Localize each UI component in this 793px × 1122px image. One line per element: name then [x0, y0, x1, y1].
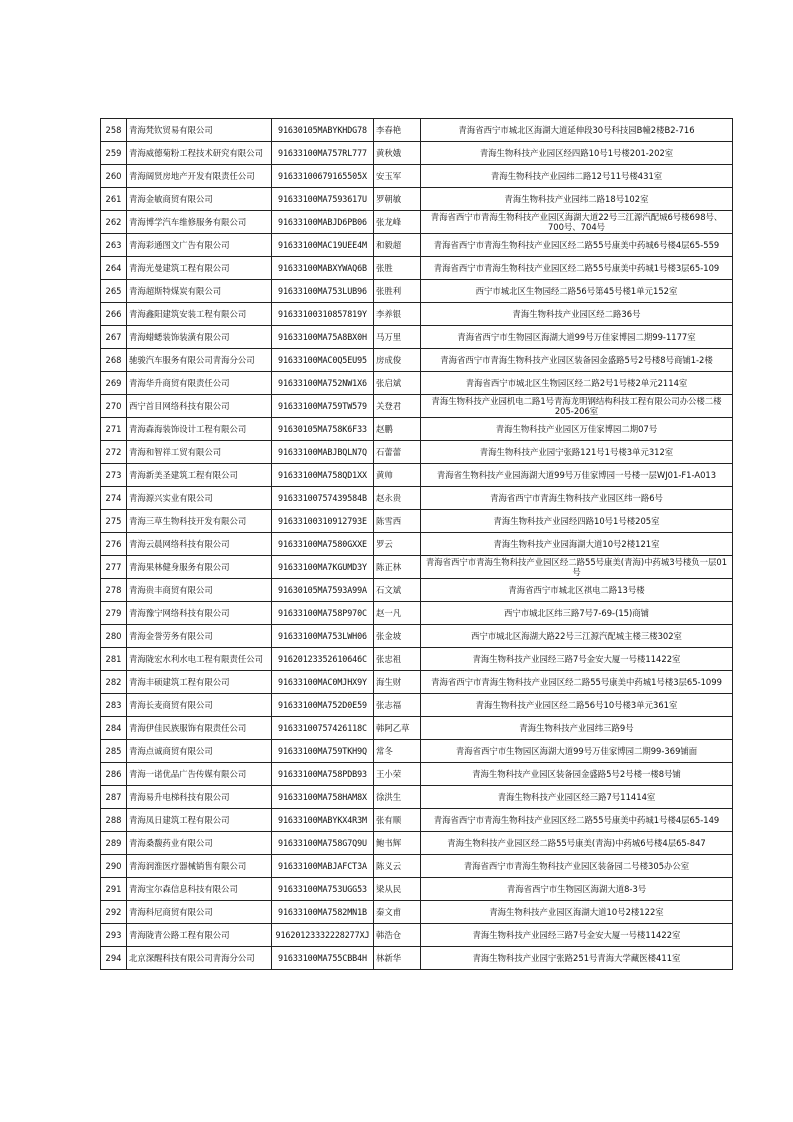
registered-address: 青海省西宁市青海生物科技产业园区纬一路6号	[421, 487, 733, 510]
table-row	[101, 211, 733, 234]
table-row	[101, 533, 733, 556]
row-number: 278	[101, 579, 127, 602]
credit-code: 91633100MA759TW579	[272, 395, 374, 418]
table-row	[101, 924, 733, 947]
credit-code: 91633100MA755CBB4H	[272, 947, 374, 970]
registered-address: 青海生物科技产业园区经二路36号	[421, 303, 733, 326]
credit-code: 91633100MA753LWH06	[272, 625, 374, 648]
legal-representative: 鲍书辉	[374, 832, 421, 855]
legal-representative: 赵一凡	[374, 602, 421, 625]
registered-address: 青海生物科技产业园纬二路12号11号楼431室	[421, 165, 733, 188]
company-name: 青海点诚商贸有限公司	[127, 740, 272, 763]
legal-representative: 陈雪西	[374, 510, 421, 533]
legal-representative: 黄帅	[374, 464, 421, 487]
registered-address: 青海生物科技产业园区海湖大道10号2楼122室	[421, 901, 733, 924]
table-row	[101, 602, 733, 625]
company-name: 青海森海装饰设计工程有限公司	[127, 418, 272, 441]
legal-representative: 和毅超	[374, 234, 421, 257]
credit-code: 91630105MABYKHDG78	[272, 119, 374, 142]
registered-address: 青海生物科技产业园经三路7号金安大厦一号楼11422室	[421, 924, 733, 947]
company-name: 青海长麦商贸有限公司	[127, 694, 272, 717]
row-number: 267	[101, 326, 127, 349]
table-row	[101, 625, 733, 648]
table-row	[101, 165, 733, 188]
company-name: 青海超斯特煤炭有限公司	[127, 280, 272, 303]
table-row	[101, 326, 733, 349]
registered-address: 青海省西宁市城北区生物园区经二路2号1号楼2单元2114室	[421, 372, 733, 395]
row-number: 260	[101, 165, 127, 188]
table-row	[101, 142, 733, 165]
registered-address: 青海生物科技产业园区经四路10号1号楼201-202室	[421, 142, 733, 165]
table-row	[101, 556, 733, 579]
table-row	[101, 809, 733, 832]
legal-representative: 马万里	[374, 326, 421, 349]
credit-code: 91633100MABYKX4R3M	[272, 809, 374, 832]
legal-representative: 张胜	[374, 257, 421, 280]
registered-address: 青海省西宁市城北区祺电二路13号楼	[421, 579, 733, 602]
company-name: 青海贵丰商贸有限公司	[127, 579, 272, 602]
row-number: 285	[101, 740, 127, 763]
row-number: 282	[101, 671, 127, 694]
credit-code: 91633100MA752D0E59	[272, 694, 374, 717]
legal-representative: 张志福	[374, 694, 421, 717]
table-row	[101, 119, 733, 142]
registered-address: 青海生物科技产业园区经二路55号康美(青海)中药城6号楼4层65-847	[421, 832, 733, 855]
registered-address: 青海生物科技产业园纬二路18号102室	[421, 188, 733, 211]
registered-address: 青海生物科技产业园宁张路121号1号楼3单元312室	[421, 441, 733, 464]
credit-code: 91633100MA758HAM8X	[272, 786, 374, 809]
row-number: 274	[101, 487, 127, 510]
row-number: 269	[101, 372, 127, 395]
company-name: 青海伊佳民族服饰有限责任公司	[127, 717, 272, 740]
table-row	[101, 372, 733, 395]
credit-code: 91633100757426118C	[272, 717, 374, 740]
legal-representative: 黄秋娥	[374, 142, 421, 165]
row-number: 259	[101, 142, 127, 165]
legal-representative: 安玉军	[374, 165, 421, 188]
credit-code: 91633100MA7580GXXE	[272, 533, 374, 556]
credit-code: 91633100MA758G7Q9U	[272, 832, 374, 855]
credit-code: 91633100679165505X	[272, 165, 374, 188]
credit-code: 91633100MA75A8BX0H	[272, 326, 374, 349]
credit-code: 91630105MA758K6F33	[272, 418, 374, 441]
company-name: 青海云晨网络科技有限公司	[127, 533, 272, 556]
company-name: 青海桑馥药业有限公司	[127, 832, 272, 855]
legal-representative: 张龙峰	[374, 211, 421, 234]
company-name: 青海凤日建筑工程有限公司	[127, 809, 272, 832]
row-number: 293	[101, 924, 127, 947]
table-row	[101, 740, 733, 763]
credit-code: 91620123352610646C	[272, 648, 374, 671]
table-row	[101, 786, 733, 809]
legal-representative: 李养银	[374, 303, 421, 326]
company-name: 青海果林健身服务有限公司	[127, 556, 272, 579]
row-number: 279	[101, 602, 127, 625]
registered-address: 青海生物科技产业园经三路7号金安大厦一号楼11422室	[421, 648, 733, 671]
company-name: 青海丰硕建筑工程有限公司	[127, 671, 272, 694]
credit-code: 91633100MA758QD1XX	[272, 464, 374, 487]
company-name: 青海华升商贸有限责任公司	[127, 372, 272, 395]
registered-address: 青海省西宁市生物园区海湖大道99号万佳家博园二期99-369铺面	[421, 740, 733, 763]
credit-code: 91633100MAC0MJHX9Y	[272, 671, 374, 694]
registered-address: 青海省西宁市青海生物科技产业园区经二路55号康美中药城1号楼4层65-149	[421, 809, 733, 832]
row-number: 266	[101, 303, 127, 326]
company-name: 青海蜡蟋装饰装潢有限公司	[127, 326, 272, 349]
company-name: 青海彩通图文广告有限公司	[127, 234, 272, 257]
table-row	[101, 349, 733, 372]
company-name: 青海光曼建筑工程有限公司	[127, 257, 272, 280]
credit-code: 91633100MA758P970C	[272, 602, 374, 625]
credit-code: 91633100MA7KGUMD3Y	[272, 556, 374, 579]
row-number: 261	[101, 188, 127, 211]
legal-representative: 张有顺	[374, 809, 421, 832]
company-name: 青海金誉劳务有限公司	[127, 625, 272, 648]
registered-address: 青海生物科技产业园区万佳家博园二期07号	[421, 418, 733, 441]
table-row	[101, 648, 733, 671]
table-row	[101, 234, 733, 257]
table-row	[101, 464, 733, 487]
company-name: 青海梵钦贸易有限公司	[127, 119, 272, 142]
credit-code: 91633100757439584B	[272, 487, 374, 510]
company-name: 北京深醒科技有限公司青海分公司	[127, 947, 272, 970]
legal-representative: 张金坡	[374, 625, 421, 648]
row-number: 268	[101, 349, 127, 372]
legal-representative: 韩浩仓	[374, 924, 421, 947]
credit-code: 91633100MA753LUB96	[272, 280, 374, 303]
credit-code: 91633100MAC0Q5EU95	[272, 349, 374, 372]
legal-representative: 赵永贵	[374, 487, 421, 510]
row-number: 270	[101, 395, 127, 418]
credit-code: 91633100MABJD6PB06	[272, 211, 374, 234]
table-row	[101, 487, 733, 510]
row-number: 281	[101, 648, 127, 671]
legal-representative: 常冬	[374, 740, 421, 763]
registered-address: 青海省西宁市青海生物科技产业园区经二路55号康美中药城1号楼3层65-109	[421, 257, 733, 280]
legal-representative: 梁从民	[374, 878, 421, 901]
company-name: 青海源兴实业有限公司	[127, 487, 272, 510]
row-number: 286	[101, 763, 127, 786]
legal-representative: 房成俊	[374, 349, 421, 372]
registered-address: 青海省生物科技产业园海湖大道99号万佳家博园一号楼一层WJ01-F1-A013	[421, 464, 733, 487]
table-row	[101, 280, 733, 303]
registered-address: 青海生物科技产业园区装备园金盛路5号2号楼一楼8号铺	[421, 763, 733, 786]
registered-address: 青海省西宁市生物园区海湖大道99号万佳家博园二期99-1177室	[421, 326, 733, 349]
row-number: 292	[101, 901, 127, 924]
row-number: 294	[101, 947, 127, 970]
registered-address: 青海省西宁市城北区海湖大道延伸段30号科技园B幢2楼B2-716	[421, 119, 733, 142]
legal-representative: 罗云	[374, 533, 421, 556]
row-number: 287	[101, 786, 127, 809]
registered-address: 青海生物科技产业园机电二路1号青海龙明钢结构科技工程有限公司办公楼二楼205-206室	[421, 395, 733, 418]
credit-code: 91633100MA759TKH9Q	[272, 740, 374, 763]
legal-representative: 李春艳	[374, 119, 421, 142]
registered-address: 西宁市城北区生物园经二路56号第45号楼1单元152室	[421, 280, 733, 303]
registered-address: 青海省西宁市青海生物科技产业园区装备园二号楼305办公室	[421, 855, 733, 878]
company-name: 青海鑫阳建筑安装工程有限公司	[127, 303, 272, 326]
company-registry-table	[100, 118, 733, 970]
credit-code: 91633100MA7593617U	[272, 188, 374, 211]
company-name: 驰骏汽车服务有限公司青海分公司	[127, 349, 272, 372]
legal-representative: 秦文甫	[374, 901, 421, 924]
row-number: 263	[101, 234, 127, 257]
row-number: 277	[101, 556, 127, 579]
registered-address: 青海生物科技产业园纬三路9号	[421, 717, 733, 740]
row-number: 290	[101, 855, 127, 878]
table-row	[101, 832, 733, 855]
credit-code: 91633100MABJBQLN7Q	[272, 441, 374, 464]
table-row	[101, 257, 733, 280]
table-row	[101, 878, 733, 901]
legal-representative: 徐洪生	[374, 786, 421, 809]
table-row	[101, 717, 733, 740]
registered-address: 青海省西宁市青海生物科技产业园区海湖大道22号三江源汽配城6号楼698号、700号、704号	[421, 211, 733, 234]
table-row	[101, 441, 733, 464]
row-number: 265	[101, 280, 127, 303]
legal-representative: 韩阿乙草	[374, 717, 421, 740]
table-row	[101, 947, 733, 970]
legal-representative: 海生财	[374, 671, 421, 694]
company-name: 青海润淮医疗器械销售有限公司	[127, 855, 272, 878]
table-row	[101, 510, 733, 533]
row-number: 272	[101, 441, 127, 464]
legal-representative: 张胜利	[374, 280, 421, 303]
credit-code: 91630105MA7593A99A	[272, 579, 374, 602]
row-number: 258	[101, 119, 127, 142]
company-name: 青海宝尔森信息科技有限公司	[127, 878, 272, 901]
table-row	[101, 855, 733, 878]
credit-code: 91633100MA757RL777	[272, 142, 374, 165]
credit-code: 91633100310912793E	[272, 510, 374, 533]
company-name: 青海陇青公路工程有限公司	[127, 924, 272, 947]
company-name: 青海一诺优品广告传媒有限公司	[127, 763, 272, 786]
row-number: 271	[101, 418, 127, 441]
company-name: 青海陇宏水利水电工程有限责任公司	[127, 648, 272, 671]
legal-representative: 陈正林	[374, 556, 421, 579]
company-name: 青海博学汽车维修服务有限公司	[127, 211, 272, 234]
table-row	[101, 579, 733, 602]
credit-code: 91633100MA753UGG53	[272, 878, 374, 901]
credit-code: 91633100310857819Y	[272, 303, 374, 326]
row-number: 275	[101, 510, 127, 533]
registered-address: 青海省西宁市青海生物科技产业园区经二路55号康美(青海)中药城3号楼负一层01号	[421, 556, 733, 579]
company-name: 青海三草生物科技开发有限公司	[127, 510, 272, 533]
registered-address: 青海生物科技产业园宁张路251号青海大学藏医楼411室	[421, 947, 733, 970]
registered-address: 青海省西宁市青海生物科技产业园区装备园金盛路5号2号楼8号商铺1-2楼	[421, 349, 733, 372]
company-name: 青海易升电梯科技有限公司	[127, 786, 272, 809]
credit-code: 91633100MAC19UEE4M	[272, 234, 374, 257]
company-name: 青海威德菊粉工程技术研究有限公司	[127, 142, 272, 165]
legal-representative: 石文斌	[374, 579, 421, 602]
table-row	[101, 671, 733, 694]
company-name: 青海新美圣建筑工程有限公司	[127, 464, 272, 487]
legal-representative: 张启斌	[374, 372, 421, 395]
table-row	[101, 188, 733, 211]
registered-address: 青海省西宁市青海生物科技产业园区经二路55号康美中药城6号楼4层65-559	[421, 234, 733, 257]
company-name: 青海和智祥工贸有限公司	[127, 441, 272, 464]
company-name: 青海金敏商贸有限公司	[127, 188, 272, 211]
row-number: 288	[101, 809, 127, 832]
credit-code: 91633100MA758PDB93	[272, 763, 374, 786]
table-row	[101, 303, 733, 326]
registered-address: 青海生物科技产业园区经三路7号11414室	[421, 786, 733, 809]
legal-representative: 林新华	[374, 947, 421, 970]
table-row	[101, 395, 733, 418]
credit-code: 91633100MABXYWAQ6B	[272, 257, 374, 280]
row-number: 283	[101, 694, 127, 717]
registered-address: 西宁市城北区纬三路7号7-69-(15)商铺	[421, 602, 733, 625]
credit-code: 91633100MA7582MN1B	[272, 901, 374, 924]
registered-address: 青海生物科技产业园经四路10号1号楼205室	[421, 510, 733, 533]
company-name: 青海科尼商贸有限公司	[127, 901, 272, 924]
legal-representative: 赵鹏	[374, 418, 421, 441]
credit-code: 91620123332228277XJ	[272, 924, 374, 947]
legal-representative: 关登君	[374, 395, 421, 418]
legal-representative: 陈义云	[374, 855, 421, 878]
credit-code: 91633100MA752NW1X6	[272, 372, 374, 395]
registered-address: 青海省西宁市青海生物科技产业园区经二路55号康美中药城1号楼3层65-1099	[421, 671, 733, 694]
table-row	[101, 418, 733, 441]
row-number: 276	[101, 533, 127, 556]
table-body	[101, 119, 733, 970]
registered-address: 青海省西宁市生物园区海湖大道8-3号	[421, 878, 733, 901]
legal-representative: 罗朝敏	[374, 188, 421, 211]
credit-code: 91633100MABJAFCT3A	[272, 855, 374, 878]
row-number: 264	[101, 257, 127, 280]
row-number: 291	[101, 878, 127, 901]
table-row	[101, 901, 733, 924]
registered-address: 西宁市城北区海湖大路22号三江源汽配城主楼三楼302室	[421, 625, 733, 648]
row-number: 280	[101, 625, 127, 648]
company-name: 青海阔贤房地产开发有限责任公司	[127, 165, 272, 188]
legal-representative: 王小荣	[374, 763, 421, 786]
legal-representative: 张忠祖	[374, 648, 421, 671]
table-row	[101, 694, 733, 717]
company-name: 西宁首目网络科技有限公司	[127, 395, 272, 418]
table-row	[101, 763, 733, 786]
row-number: 289	[101, 832, 127, 855]
legal-representative: 石蕾蕾	[374, 441, 421, 464]
row-number: 262	[101, 211, 127, 234]
registered-address: 青海生物科技产业园区经二路56号10号楼3单元361室	[421, 694, 733, 717]
registered-address: 青海生物科技产业园海湖大道10号2楼121室	[421, 533, 733, 556]
row-number: 284	[101, 717, 127, 740]
row-number: 273	[101, 464, 127, 487]
company-name: 青海豫宁网络科技有限公司	[127, 602, 272, 625]
